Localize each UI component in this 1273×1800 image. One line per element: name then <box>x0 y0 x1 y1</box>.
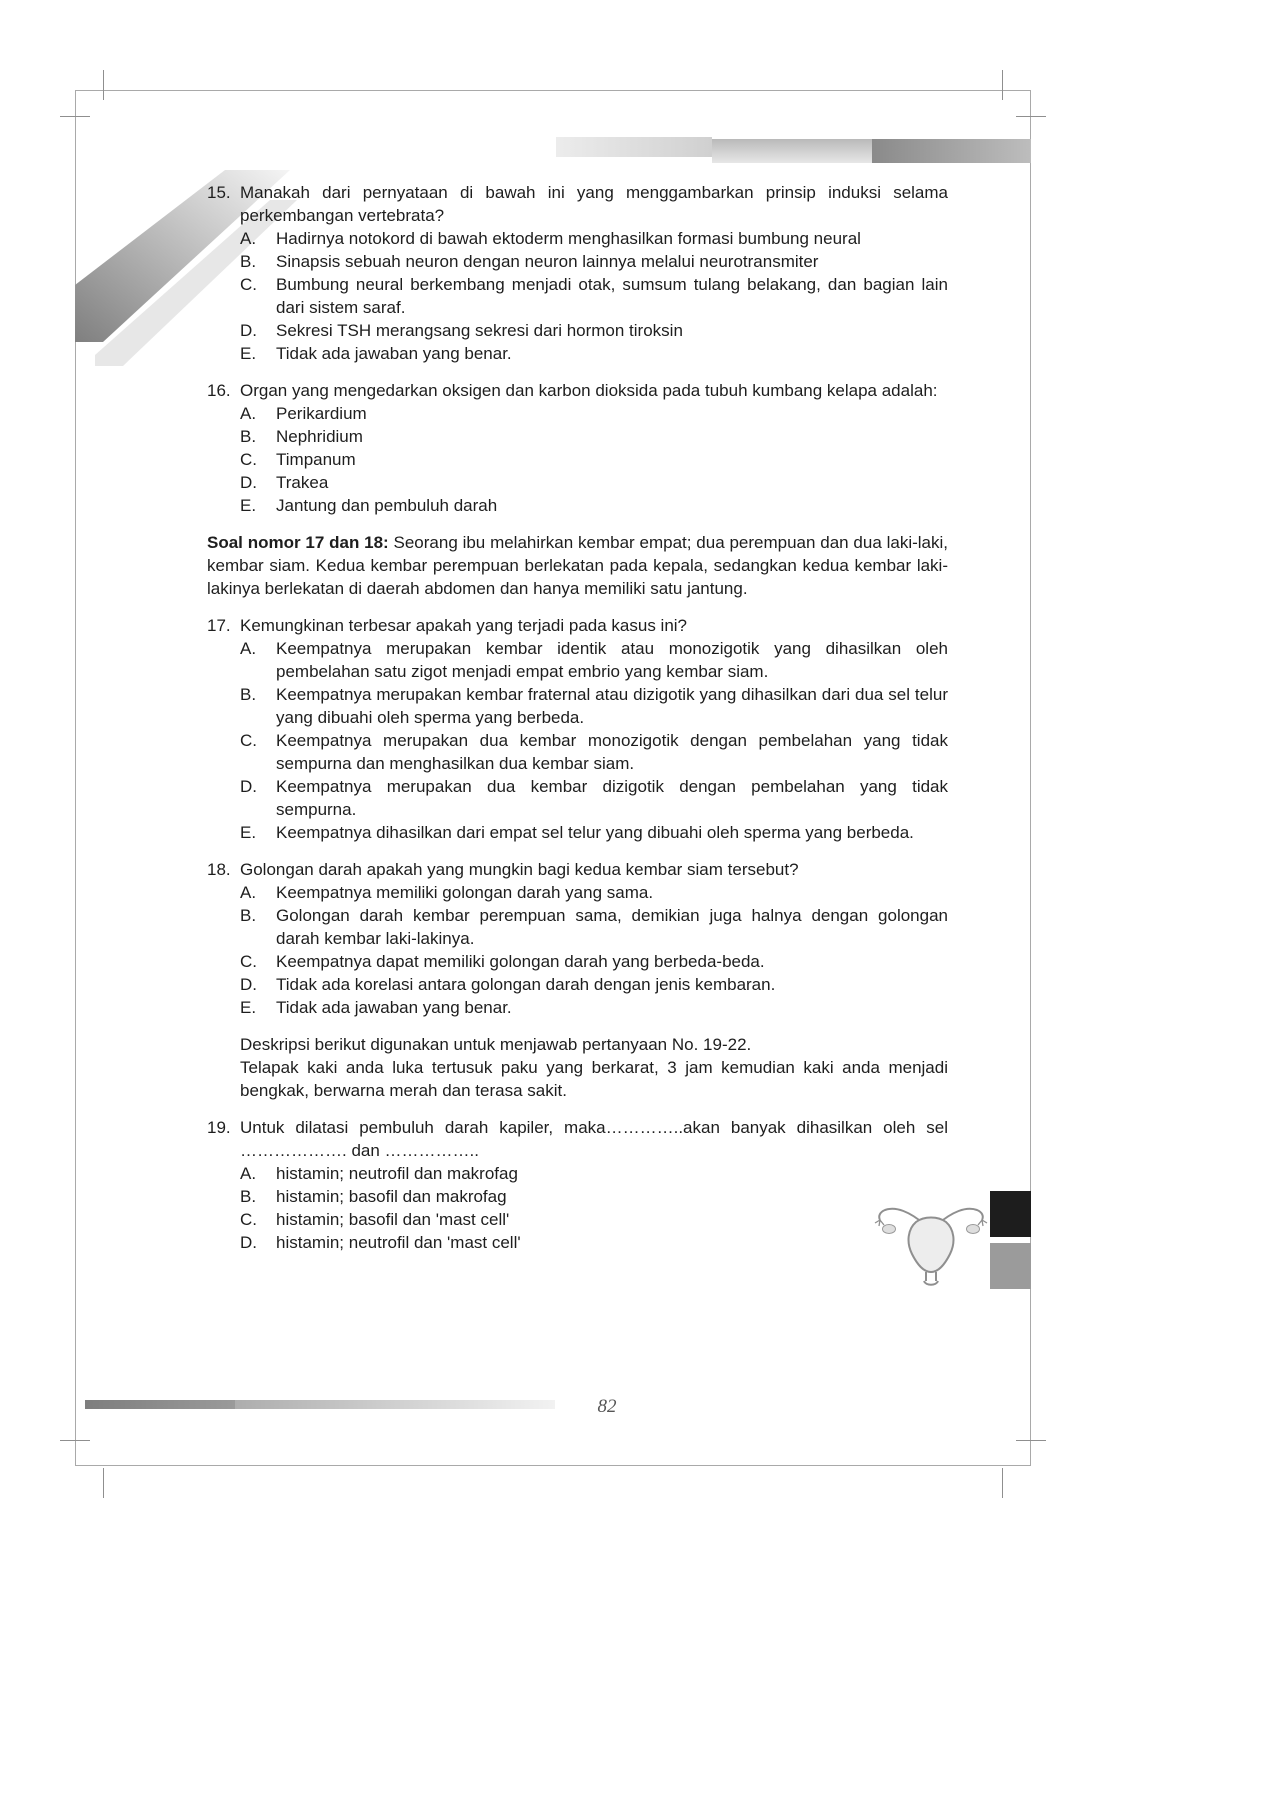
option-text: Keempatnya dapat memiliki golongan darah yang berbeda-beda. <box>276 952 765 971</box>
question-body <box>240 614 948 844</box>
option-text: Nephridium <box>276 427 363 446</box>
option-label: E. <box>240 344 257 363</box>
question-number: 15. <box>207 183 231 202</box>
crop-mark <box>1002 70 1003 100</box>
option-17-a <box>240 637 948 683</box>
question-18 <box>207 858 948 1019</box>
option-16-c <box>240 448 948 471</box>
passage-line: Deskripsi berikut digunakan untuk menjawab pertanyaan No. 19-22. <box>240 1035 752 1054</box>
option-label: B. <box>240 906 257 925</box>
option-label: D. <box>240 1233 257 1252</box>
crop-mark <box>103 70 104 100</box>
question-text: Golongan darah apakah yang mungkin bagi kedua kembar siam tersebut? <box>240 860 799 879</box>
option-label: D. <box>240 777 257 796</box>
question-text: Kemungkinan terbesar apakah yang terjadi pada kasus ini? <box>240 616 688 635</box>
option-label: C. <box>240 450 257 469</box>
crop-mark <box>60 1440 90 1441</box>
option-text: histamin; neutrofil dan 'mast cell' <box>276 1233 521 1252</box>
option-text: Perikardium <box>276 404 367 423</box>
option-label: D. <box>240 473 257 492</box>
option-text: Timpanum <box>276 450 356 469</box>
header-gradient-bar-light <box>556 137 712 157</box>
option-label: A. <box>240 883 257 902</box>
option-label: A. <box>240 1164 257 1183</box>
page-number: 82 <box>597 1396 617 1417</box>
header-gradient-bar-mid <box>712 139 872 163</box>
option-label: D. <box>240 321 257 340</box>
option-text: Hadirnya notokord di bawah ektoderm menghasilkan formasi bumbung neural <box>276 229 861 248</box>
question-number: 19. <box>207 1118 231 1137</box>
option-text: Trakea <box>276 473 329 492</box>
crop-mark <box>1002 1468 1003 1498</box>
option-text: Keempatnya dihasilkan dari empat sel telur yang dibuahi oleh sperma yang berbeda. <box>276 823 914 842</box>
option-text: histamin; basofil dan makrofag <box>276 1187 507 1206</box>
question-body <box>240 1116 948 1254</box>
option-15-c <box>240 273 948 319</box>
question-15 <box>207 181 948 365</box>
option-text: histamin; neutrofil dan makrofag <box>276 1164 518 1183</box>
option-label: B. <box>240 1187 257 1206</box>
option-text: Keempatnya merupakan dua kembar monozigotik dengan pembelahan yang tidak sempurna dan menghasilkan dua kembar siam. <box>276 731 948 773</box>
option-label: C. <box>240 952 257 971</box>
exam-content <box>207 181 948 1268</box>
option-text: Bumbung neural berkembang menjadi otak, sumsum tulang belakang, dan bagian lain dari sistem saraf. <box>276 275 948 317</box>
question-text: Manakah dari pernyataan di bawah ini yang menggambarkan prinsip induksi selama perkembangan vertebrata? <box>240 183 948 225</box>
option-label: D. <box>240 975 257 994</box>
corner-block-dark <box>990 1191 1031 1237</box>
question-number: 18. <box>207 860 231 879</box>
option-17-e <box>240 821 948 844</box>
option-16-d <box>240 471 948 494</box>
question-body <box>240 858 948 1019</box>
option-text: Golongan darah kembar perempuan sama, demikian juga halnya dengan golongan darah kembar laki-lakinya. <box>276 906 948 948</box>
passage-lead: Soal nomor 17 dan 18: <box>207 533 389 552</box>
question-number: 17. <box>207 616 231 635</box>
crop-mark <box>60 116 90 117</box>
option-label: B. <box>240 252 257 271</box>
question-text: Organ yang mengedarkan oksigen dan karbon dioksida pada tubuh kumbang kelapa adalah: <box>240 381 938 400</box>
question-number: 16. <box>207 381 231 400</box>
option-text: Tidak ada korelasi antara golongan darah dengan jenis kembaran. <box>276 975 776 994</box>
option-text: Jantung dan pembuluh darah <box>276 496 498 515</box>
option-19-b <box>240 1185 948 1208</box>
question-19 <box>207 1116 948 1254</box>
option-label: A. <box>240 229 257 248</box>
question-body <box>240 181 948 365</box>
option-label: B. <box>240 427 257 446</box>
option-label: B. <box>240 685 257 704</box>
option-19-a <box>240 1162 948 1185</box>
option-label: A. <box>240 404 257 423</box>
option-15-e <box>240 342 948 365</box>
option-text: Keempatnya merupakan kembar fraternal atau dizigotik yang dihasilkan dari dua sel telur yang dibuahi oleh sperma yang berbeda. <box>276 685 948 727</box>
option-17-d <box>240 775 948 821</box>
option-label: C. <box>240 1210 257 1229</box>
passage-19-22 <box>240 1033 948 1102</box>
option-text: histamin; basofil dan 'mast cell' <box>276 1210 510 1229</box>
header-gradient-bar-dark <box>872 139 1031 163</box>
option-17-b <box>240 683 948 729</box>
passage-17-18 <box>207 531 948 600</box>
question-body <box>240 379 948 517</box>
option-18-c <box>240 950 948 973</box>
option-19-d <box>240 1231 948 1254</box>
option-text: Keempatnya merupakan kembar identik atau monozigotik yang dihasilkan oleh pembelahan satu zigot menjadi empat embrio yang kembar siam. <box>276 639 948 681</box>
option-15-d <box>240 319 948 342</box>
option-15-b <box>240 250 948 273</box>
option-text: Sinapsis sebuah neuron dengan neuron lainnya melalui neurotransmiter <box>276 252 819 271</box>
option-18-e <box>240 996 948 1019</box>
option-18-b <box>240 904 948 950</box>
option-label: C. <box>240 731 257 750</box>
option-text: Tidak ada jawaban yang benar. <box>276 344 512 363</box>
option-19-c <box>240 1208 948 1231</box>
question-17 <box>207 614 948 844</box>
option-17-c <box>240 729 948 775</box>
option-label: E. <box>240 496 257 515</box>
question-text: Untuk dilatasi pembuluh darah kapiler, maka…………..akan banyak dihasilkan oleh sel ………………. dan …………….. <box>240 1118 948 1160</box>
option-16-e <box>240 494 948 517</box>
option-label: A. <box>240 639 257 658</box>
crop-mark <box>1016 1440 1046 1441</box>
crop-mark <box>103 1468 104 1498</box>
crop-mark <box>1016 116 1046 117</box>
passage-text: Seorang ibu melahirkan kembar empat; dua perempuan dan dua laki-laki, kembar siam. Kedua kembar perempuan berlekatan pada kepala, sedangkan kedua kembar laki-lakinya berlekatan di daerah abdomen dan hanya memiliki satu jantung. <box>207 533 948 598</box>
option-16-a <box>240 402 948 425</box>
option-text: Keempatnya merupakan dua kembar dizigotik dengan pembelahan yang tidak sempurna. <box>276 777 948 819</box>
option-15-a <box>240 227 948 250</box>
option-16-b <box>240 425 948 448</box>
option-text: Keempatnya memiliki golongan darah yang sama. <box>276 883 654 902</box>
option-label: E. <box>240 823 257 842</box>
question-16 <box>207 379 948 517</box>
option-text: Sekresi TSH merangsang sekresi dari hormon tiroksin <box>276 321 683 340</box>
corner-block-gray <box>990 1243 1031 1289</box>
option-label: E. <box>240 998 257 1017</box>
option-label: C. <box>240 275 257 294</box>
option-18-d <box>240 973 948 996</box>
passage-line: Telapak kaki anda luka tertusuk paku yang berkarat, 3 jam kemudian kaki anda menjadi bengkak, berwarna merah dan terasa sakit. <box>240 1058 948 1100</box>
option-text: Tidak ada jawaban yang benar. <box>276 998 512 1017</box>
option-18-a <box>240 881 948 904</box>
